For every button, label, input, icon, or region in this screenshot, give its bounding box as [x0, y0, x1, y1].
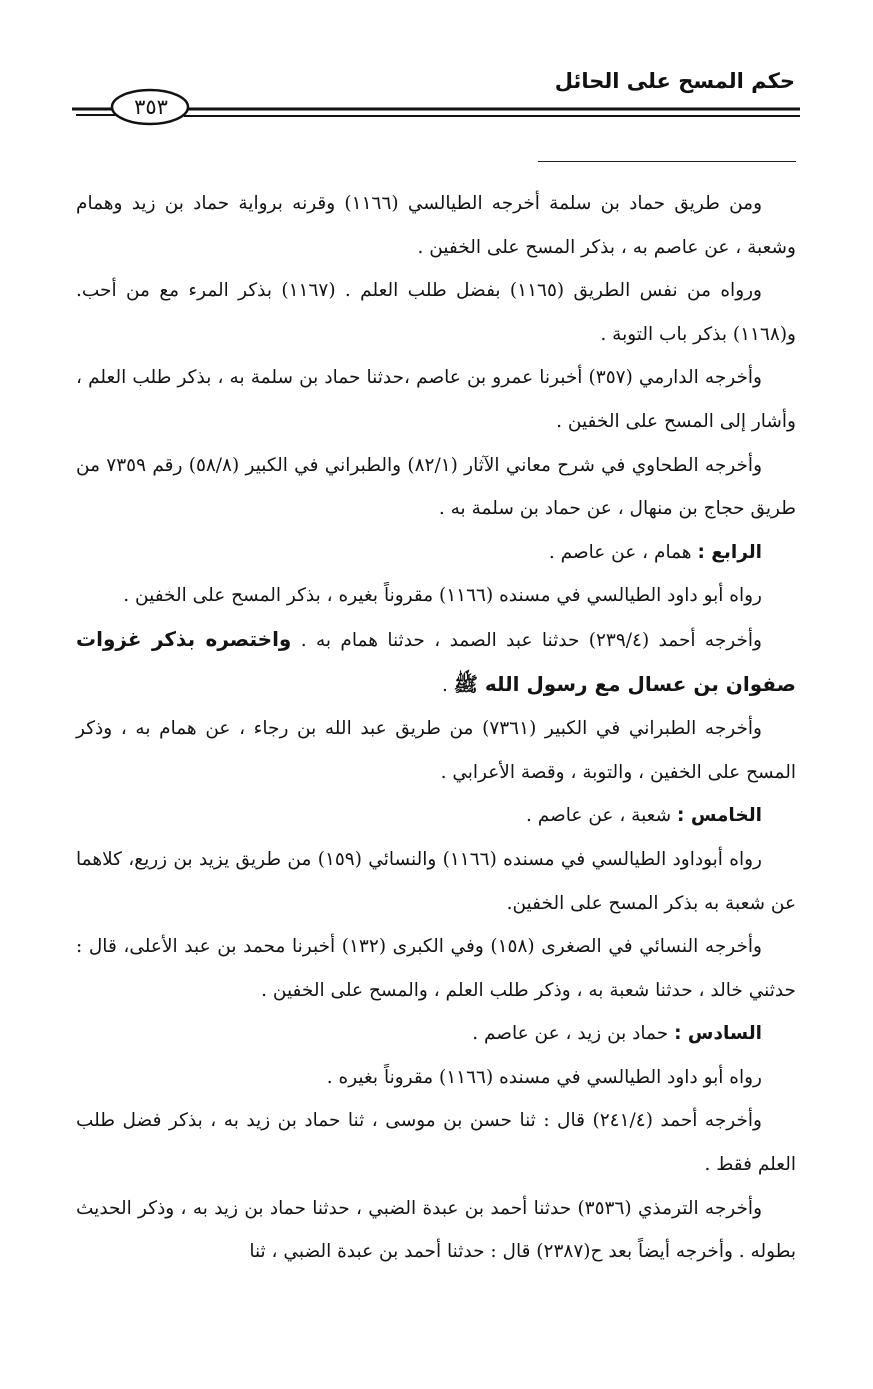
paragraph-text: رواه أبو داود الطيالسي في مسنده (١١٦٦) مقروناً بغيره .: [326, 1066, 762, 1088]
paragraph: [76, 925, 796, 1012]
section-label: الرابع :: [697, 541, 762, 563]
section-heading-paragraph: [76, 1012, 796, 1056]
separator-rule: [538, 161, 796, 162]
section-heading-paragraph: [76, 531, 796, 575]
paragraph-text: حماد بن زيد ، عن عاصم .: [472, 1023, 675, 1045]
paragraph: [76, 356, 796, 443]
paragraph-text: وأخرجه الدارمي (٣٥٧) أخبرنا عمرو بن عاصم ،حدثنا حماد بن سلمة به ، بذكر طلب العلم ، وأشار إلى المسح على الخفين .: [76, 367, 796, 432]
running-title: حكم المسح على الحائل: [554, 69, 795, 93]
paragraph-text: رواه أبو داود الطيالسي في مسنده (١١٦٦) مقروناً بغيره ، بذكر المسح على الخفين .: [123, 585, 762, 607]
section-label: السادس :: [674, 1023, 762, 1045]
paragraph-text: شعبة ، عن عاصم .: [525, 805, 677, 827]
paragraph: [76, 838, 796, 925]
paragraph-text: ومن طريق حماد بن سلمة أخرجه الطيالسي (١١٦٦) وقرنه برواية حماد بن زيد وهمام وشعبة ، عن عاصم به ، بذكر المسح على الخفين .: [76, 193, 796, 258]
section-label: الخامس :: [676, 805, 762, 827]
paragraph-text: وأخرجه الطبراني في الكبير (٧٣٦١) من طريق عبد الله بن رجاء ، عن همام به ، وذكر المسح على الخفين ، والتوبة ، وقصة الأعرابي .: [76, 718, 796, 783]
paragraph-tail: .: [441, 674, 454, 696]
paragraph-text: رواه أبوداود الطيالسي في مسنده (١١٦٦) والنسائي (١٥٩) من طريق يزيد بن زريع، كلاهما عن شعبة به بذكر المسح على الخفين.: [76, 848, 796, 914]
paragraph: [76, 707, 796, 794]
paragraph: [76, 1099, 796, 1186]
paragraph: [76, 574, 796, 618]
paragraph: [76, 618, 796, 707]
paragraph: [76, 269, 796, 356]
main-text: [76, 182, 796, 1274]
paragraph: [76, 444, 796, 531]
paragraph-text: وأخرجه أحمد (٢٤١/٤) قال : ثنا حسن بن موسى ، ثنا حماد بن زيد به ، بذكر فضل طلب العلم فقط .: [76, 1110, 796, 1176]
paragraph-text: ورواه من نفس الطريق (١١٦٥) بفضل طلب العلم . (١١٦٧) بذكر المرء مع من أحب. و(١١٦٨) بذكر باب التوبة .: [76, 280, 796, 345]
paragraph-text: وأخرجه الطحاوي في شرح معاني الآثار (٨٢/١) والطبراني في الكبير (٥٨/٨) رقم ٧٣٥٩ من طريق حجاج بن منهال ، عن حماد بن سلمة به .: [76, 454, 796, 520]
paragraph: [76, 1187, 796, 1274]
paragraph: [76, 182, 796, 269]
page-number: ٣٥٣: [134, 95, 168, 119]
paragraph-text: وأخرجه أحمد (٢٣٩/٤) حدثنا عبد الصمد ، حدثنا همام به .: [291, 629, 762, 651]
paragraph-text: وأخرجه الترمذي (٣٥٣٦) حدثنا أحمد بن عبدة الضبي ، حدثنا حماد بن زيد به ، وذكر الحديث بطوله . وأخرجه أيضاً بعد ح(٢٣٨٧) قال : حدثنا أحمد بن عبدة الضبي ، ثنا: [76, 1197, 796, 1263]
emphasized-text: واختصره بذكر غزوات صفوان بن عسال مع رسول الله ﷺ: [76, 626, 796, 696]
paragraph-text: همام ، عن عاصم .: [548, 541, 698, 563]
section-heading-paragraph: [76, 794, 796, 838]
paragraph: [76, 1056, 796, 1100]
paragraph-text: وأخرجه النسائي في الصغرى (١٥٨) وفي الكبرى (١٣٢) أخبرنا محمد بن عبد الأعلى، قال : حدثني خالد ، حدثنا شعبة به ، وذكر طلب العلم ، والمسح على الخفين .: [76, 936, 796, 1001]
